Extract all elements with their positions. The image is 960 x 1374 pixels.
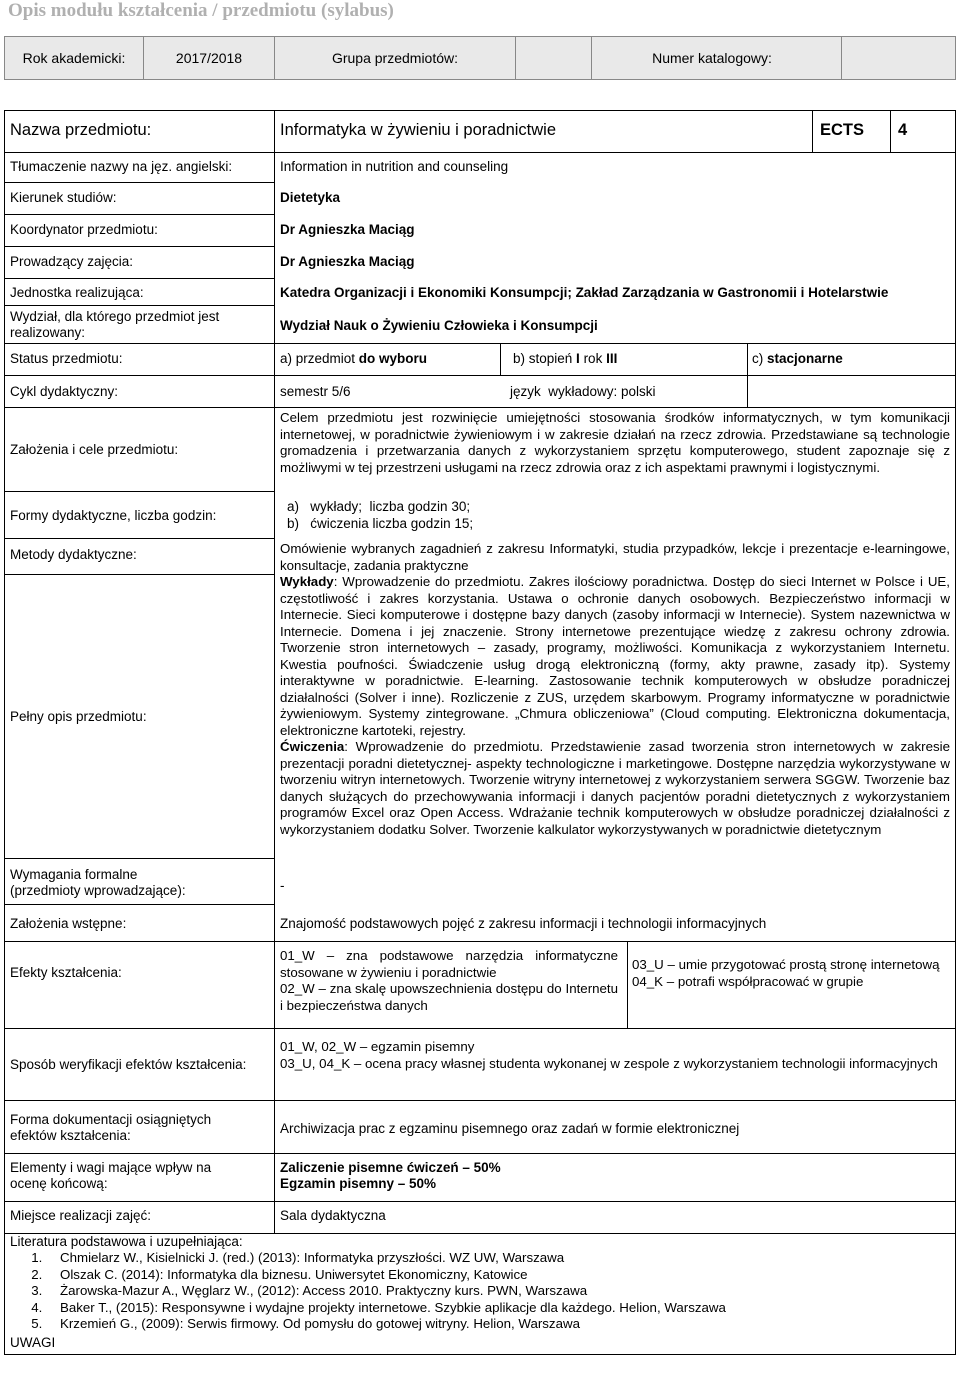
wymagania-value: -	[280, 878, 285, 893]
header-bar	[4, 36, 956, 80]
rok-value: 2017/2018	[175, 50, 243, 66]
zalozenia-value: Celem przedmiotu jest rozwinięcie umiejętności stosowania środków informatycznych, w tym komunikacji internetowej, w poradnictwie żywieniowym i w zakresie działań na rzecz zdrowia. Przedstawiane są technologie gromadzenia i przetwarzania danych z wykorzystaniem sprzętu komputerowego, student zapoznaje się z możliwymi w tej przestrzeni usługami na rzecz zdrowia oraz z ich aspektami prawnymi i logistycznymi.	[280, 410, 950, 475]
formy-a: a) wykłady; liczba godzin 30;	[287, 499, 471, 514]
opis-value	[280, 574, 950, 838]
status-a: a) przedmiot do wyboru	[280, 351, 428, 366]
rok-label: Rok akademicki:	[22, 50, 126, 66]
nazwa-value: Informatyka w żywieniu i poradnictwie	[280, 121, 557, 139]
opis-label: Pełny opis przedmiotu:	[10, 709, 147, 724]
metody-value: Omówienie wybranych zagadnień z zakresu Informatyki, studia przypadków, lekcje i prezentacje e-learningowe, konsultacje, zadania praktyczne	[280, 541, 950, 573]
page-title: Opis modułu kształcenia / przedmiotu (sylabus)	[8, 0, 394, 21]
literatura-label: Literatura podstawowa i uzupełniająca:	[10, 1234, 243, 1249]
wyklady-label: Wykłady	[280, 574, 334, 589]
kierunek-label: Kierunek studiów:	[10, 190, 117, 205]
tlumaczenie-value: Information in nutrition and counseling	[280, 159, 509, 174]
wymagania-label: Wymagania formalne (przedmioty wprowadzające):	[10, 867, 186, 898]
literatura-item: 4. Baker T., (2015): Responsywne i wydajne projekty internetowe. Szybkie aplikacje dla każdego. Helion, Warszawa	[46, 1300, 944, 1317]
prowadzacy-value: Dr Agnieszka Maciąg	[280, 254, 415, 269]
status-label: Status przedmiotu:	[10, 351, 123, 366]
miejsce-label: Miejsce realizacji zajęć:	[10, 1208, 152, 1223]
metody-label: Metody dydaktyczne:	[10, 547, 137, 562]
zalozenia-wstepne-value: Znajomość podstawowych pojęć z zakresu informacji i technologii informacyjnych	[280, 916, 767, 931]
elementy-label: Elementy i wagi mające wpływ na ocenę końcową:	[10, 1160, 212, 1191]
miejsce-value: Sala dydaktyczna	[280, 1208, 386, 1223]
efekty-label: Efekty kształcenia:	[10, 965, 122, 980]
cykl-semestr: semestr 5/6	[280, 384, 351, 399]
cwiczenia-text: : Wprowadzenie do przedmiotu. Przedstawienie zasad tworzenia stron internetowych w zakresie prezentacji poradni dietetycznej- aspekty technologiczne i marketingowe. Dostępne narzędzia wykorzystywane w tworzeniu witryn internetowych. Tworzenie witryny internetowej z wykorzystaniem serwera SGGW. Tworzenie baz danych służących do przechowywania informacji i danych pacjentów poradni dietetycznych z wykorzystaniem programów Excel oraz Open Access. Wdrażanie technik komputerowych w obsłudze poradniczej działalności z wykorzystaniem dodatku Solver. Tworzenie kalkulator wykorzystywanych w poradnictwie dietetycznym	[280, 739, 950, 837]
wydzial-label: Wydział, dla którego przedmiot jest realizowany:	[10, 309, 220, 340]
ects-label: ECTS	[820, 121, 865, 139]
wydzial-value: Wydział Nauk o Żywieniu Człowieka i Konsumpcji	[280, 318, 598, 333]
literatura-item: 5. Krzemień G., (2009): Serwis firmowy. Od pomysłu do gotowej witryny. Helion, Warszawa	[46, 1316, 944, 1333]
koordynator-value: Dr Agnieszka Maciąg	[280, 222, 415, 237]
prowadzacy-label: Prowadzący zajęcia:	[10, 254, 134, 269]
literatura-item: 1. Chmielarz W., Kisielnicki J. (red.) (2013): Informatyka przyszłości. WZ UW, Warszawa	[46, 1250, 944, 1267]
tlumaczenie-label: Tłumaczenie nazwy na jęz. angielski:	[10, 159, 233, 174]
elementy-value: Zaliczenie pisemne ćwiczeń – 50% Egzamin pisemny – 50%	[280, 1160, 501, 1191]
uwagi-label: UWAGI	[10, 1335, 56, 1350]
zalozenia-label: Założenia i cele przedmiotu:	[10, 442, 179, 457]
dokumentacja-value: Archiwizacja prac z egzaminu pisemnego oraz zadań w formie elektronicznej	[280, 1121, 740, 1136]
zalozenia-wstepne-label: Założenia wstępne:	[10, 916, 127, 931]
literatura-item: 2. Olszak C. (2014): Informatyka dla biznesu. Uniwersytet Ekonomiczny, Katowice	[46, 1267, 944, 1284]
formy-label: Formy dydaktyczne, liczba godzin:	[10, 508, 217, 523]
dokumentacja-label: Forma dokumentacji osiągniętych efektów kształcenia:	[10, 1112, 212, 1143]
weryfikacja-label: Sposób weryfikacji efektów kształcenia:	[10, 1057, 247, 1072]
formy-b: b) ćwiczenia liczba godzin 15;	[287, 516, 474, 531]
status-c: c) stacjonarne	[752, 351, 843, 366]
efekty-right: 03_U – umie przygotować prostą stronę internetową 04_K – potrafi współpracować w grupie	[632, 957, 940, 989]
jednostka-value: Katedra Organizacji i Ekonomiki Konsumpcji; Zakład Zarządzania w Gastronomii i Hotelarstwie	[280, 285, 889, 300]
cwiczenia-label: Ćwiczenia	[280, 739, 345, 754]
literatura-item: 3. Żarowska-Mazur A., Węglarz W., (2012): Access 2010. Praktyczny kurs. PWN, Warszawa	[46, 1283, 944, 1300]
jednostka-label: Jednostka realizująca:	[10, 285, 144, 300]
efekty-left: 01_W – zna podstawowe narzędzia informatyczne stosowane w żywieniu i poradnictwie 02_W – zna skalę upowszechnienia dostępu do Internetu i bezpieczeństwa danych	[280, 948, 618, 1013]
numer-label: Numer katalogowy:	[652, 50, 772, 66]
cykl-jezyk: język wykładowy: polski	[510, 384, 656, 399]
kierunek-value: Dietetyka	[280, 190, 341, 205]
grupa-label: Grupa przedmiotów:	[331, 50, 459, 66]
literatura-list	[4, 1250, 944, 1333]
koordynator-label: Koordynator przedmiotu:	[10, 222, 158, 237]
ects-value: 4	[898, 121, 908, 139]
wyklady-text: : Wprowadzenie do przedmiotu. Zakres ilościowy poradnictwa. Dostęp do sieci Internet w Polsce i UE, częstotliwość i zakres korzystania. Ustawa o ochronie danych osobowych. Bezpieczeństwo informacji w Internecie. Sieci komputerowe i dostępne bazy danych (zasoby informacji w Internecie). System nazewnictwa w Internecie. Domena i jej znaczenie. Strony internetowe prezentujące wiedzę z zakresu ochrony zdrowia. Tworzenie stron internetowych – zasady, programy, możliwości. Komunikacja z wykorzystaniem Internetu. Kwestia poufności. Świadczenie usług drogą elektroniczną (formy, akty prawne, zasady itp). Systemy interaktywne w poradnictwie. E-learning. Zastosowanie technik komputerowych w obsłudze poradniczej działalności (Solver i inne). Rozliczenie z ZUS, urzędem skarbowym. Programy informatyczne w poradnictwie żywieniowym. Systemy zintegrowane. „Chmura obliczeniowa” (Cloud computing. Elektroniczna dokumentacja, elektroniczne kartoteki, rejestry.	[280, 574, 950, 738]
weryfikacja-value: 01_W, 02_W – egzamin pisemny 03_U, 04_K – ocena pracy własnej studenta wykonanej w zespole z wykorzystaniem technologii informacyjnych	[280, 1039, 938, 1071]
nazwa-label: Nazwa przedmiotu:	[10, 121, 152, 139]
cykl-label: Cykl dydaktyczny:	[10, 384, 119, 399]
status-b: b) stopień I rok III	[513, 351, 618, 366]
